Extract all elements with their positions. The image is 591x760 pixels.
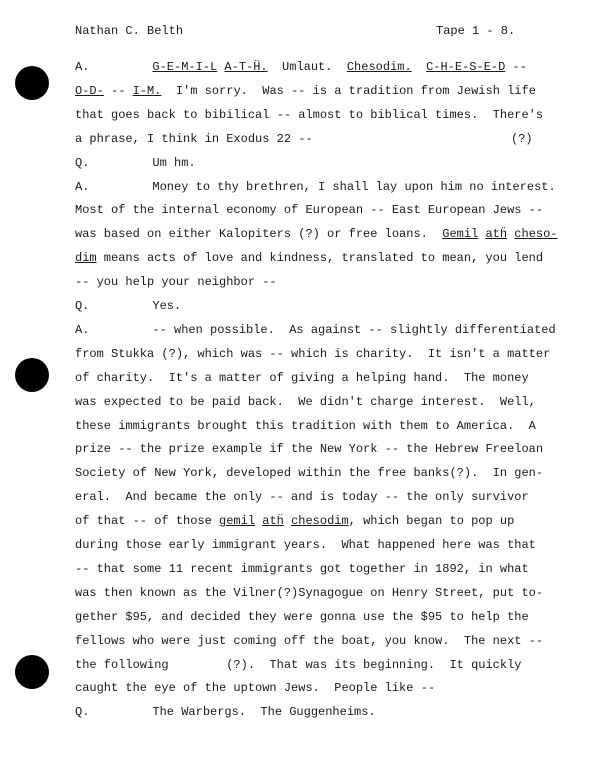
line-text: A. — [75, 322, 90, 337]
line-text: the following (?). That was its beginning. It quickly — [75, 657, 522, 672]
transcript-line-18 — [75, 466, 543, 480]
line-text: Yes. — [152, 299, 182, 313]
line-text: -- you help your neighbor -- — [75, 275, 277, 290]
transcript-line-24 — [75, 610, 529, 624]
line-text: fellows who were just coming off the boat, you know. The next -- — [75, 633, 544, 648]
transcript-line-10 — [75, 275, 277, 289]
line-text: means acts of love and kindness, translated to mean, you lend — [96, 251, 544, 266]
transcript-line-12 — [75, 323, 556, 337]
underlined-term: atḧ — [485, 227, 508, 242]
transcript-line-22 — [75, 562, 529, 576]
line-text: Money to thy brethren, I shall lay upon him no interest. — [152, 179, 556, 194]
transcript-line-21 — [75, 538, 536, 552]
transcript-line-17 — [75, 442, 543, 456]
line-text: of that -- of those — [75, 514, 220, 529]
header-tape-number: Tape 1 - 8. — [436, 24, 516, 38]
line-text: A. — [75, 179, 90, 194]
line-text: prize -- the prize example if the New York -- the Hebrew Freeloan — [75, 442, 544, 457]
transcript-line-15 — [75, 395, 536, 409]
transcript-line-13 — [75, 347, 550, 361]
line-text: that goes back to bibilical -- almost to biblical times. There's — [75, 107, 544, 122]
transcript-line-3 — [75, 108, 543, 122]
line-text: -- when possible. As against -- slightly differentiated — [152, 322, 556, 337]
transcript-line-27 — [75, 681, 435, 695]
transcript-line-7 — [75, 203, 543, 217]
line-text: was based on either Kalopiters (?) or free loans. — [75, 227, 443, 242]
underlined-term: chesodim — [291, 514, 349, 529]
line-text: during those early immigrant years. What happened here was that — [75, 538, 536, 552]
transcript-line-2 — [75, 84, 536, 98]
line-text: Umlaut. — [267, 60, 347, 74]
line-text: gether $95, and decided they were gonna use the $95 to help the — [75, 609, 529, 624]
transcript-line-1 — [75, 60, 527, 74]
transcript-line-5 — [75, 156, 196, 170]
line-text: Q. — [75, 155, 90, 170]
line-text: was then known as the Vilner(?)Synagogue on Henry Street, put to- — [75, 585, 544, 600]
transcript-line-9 — [75, 251, 543, 265]
transcript-line-23 — [75, 586, 543, 600]
transcript-line-16 — [75, 419, 536, 433]
line-text: was expected to be paid back. We didn't charge interest. Well, — [75, 394, 536, 409]
line-text: Q. — [75, 705, 90, 720]
line-text: , which began to pop up — [348, 514, 515, 529]
binder-hole-bottom — [15, 655, 49, 689]
line-text: a phrase, I think in Exodus 22 -- — [75, 131, 313, 146]
underlined-term: Gemil — [442, 227, 479, 242]
transcript-line-20 — [75, 514, 514, 528]
line-text: Most of the internal economy of European -- East European Jews -- — [75, 203, 544, 218]
underlined-term: dim — [75, 251, 97, 266]
line-text: -- — [505, 60, 527, 74]
transcript-line-19 — [75, 490, 529, 504]
transcript-line-25 — [75, 634, 543, 648]
underlined-term: Chesodim. — [346, 60, 412, 74]
transcript-line-28 — [75, 705, 376, 719]
underlined-term: A-T-Ḧ. — [224, 60, 268, 74]
transcript-line-11 — [75, 299, 181, 313]
line-text: -- that some 11 recent immigrants got together in 1892, in what — [75, 561, 529, 576]
line-text: -- — [103, 83, 133, 98]
line-text: Society of New York, developed within the free banks(?). In gen- — [75, 466, 544, 481]
underlined-term: atḧ — [262, 514, 284, 529]
line-text — [412, 60, 426, 74]
underlined-term: I-M. — [132, 83, 162, 98]
underlined-term: C-H-E-S-E-D — [426, 60, 506, 74]
binder-hole-top — [15, 66, 49, 100]
underlined-term: G-E-M-I-L — [152, 60, 218, 74]
line-text: of charity. It's a matter of giving a helping hand. The money — [75, 370, 529, 385]
uncertain-marker: (?) — [511, 131, 533, 146]
line-text: caught the eye of the uptown Jews. People like -- — [75, 681, 436, 696]
line-text: Um hm. — [152, 155, 196, 170]
line-text: these immigrants brought this tradition with them to America. A — [75, 418, 536, 433]
transcript-line-14 — [75, 371, 529, 385]
line-text: from Stukka (?), which was -- which is charity. It isn't a matter — [75, 346, 551, 361]
line-text: eral. And became the only -- and is today -- the only survivor — [75, 490, 529, 505]
underlined-term: gemil — [219, 514, 256, 529]
line-text: I'm sorry. Was -- is a tradition from Jewish life — [161, 83, 536, 98]
transcript-line-6 — [75, 180, 556, 194]
header-speaker-name: Nathan C. Belth — [75, 24, 184, 38]
line-text: A. — [75, 60, 90, 74]
transcript-line-4 — [75, 132, 313, 146]
line-text: The Warbergs. The Guggenheims. — [152, 705, 376, 720]
transcript-line-8 — [75, 227, 558, 241]
line-text — [284, 514, 291, 528]
underlined-term: O-D- — [75, 83, 104, 98]
binder-hole-middle — [15, 358, 49, 392]
line-text: Q. — [75, 299, 90, 313]
underlined-term: cheso- — [514, 227, 558, 242]
transcript-line-26 — [75, 658, 521, 672]
